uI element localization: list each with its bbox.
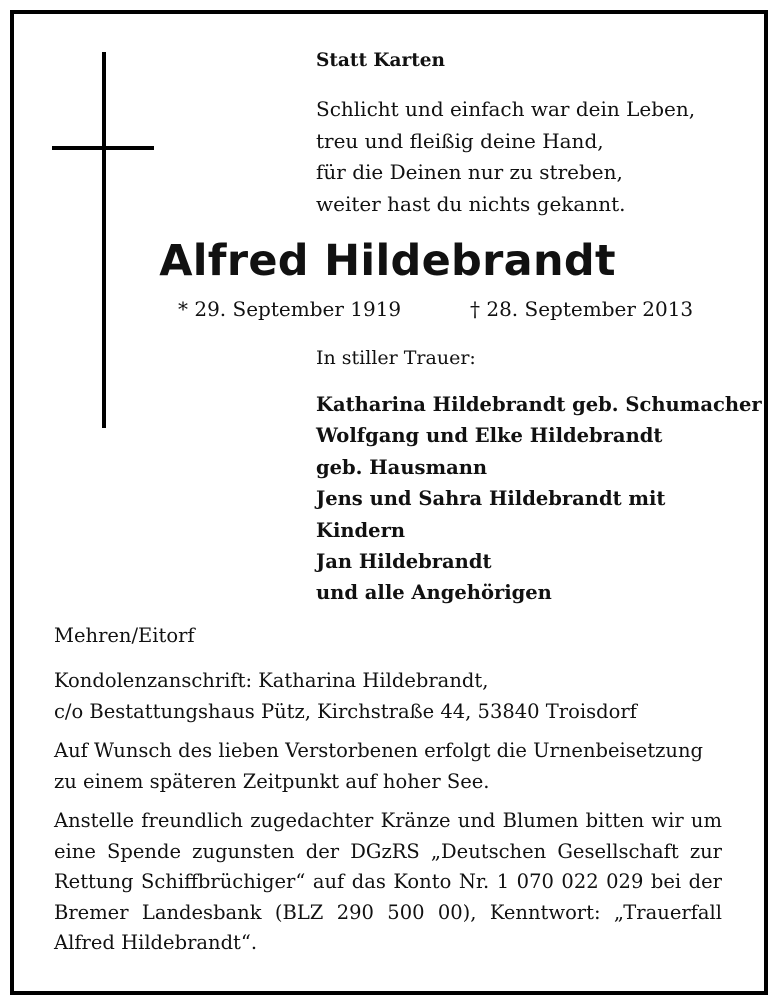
notice-heading: Statt Karten (316, 50, 446, 71)
burial-note: Auf Wunsch des lieben Verstorbenen erfolgt die Urnenbeisetzung zu einem späteren Zeitpunkt auf hoher See. (54, 739, 704, 793)
mourning-label: In stiller Trauer: (316, 347, 476, 369)
cross-icon-horizontal (52, 146, 154, 150)
deceased-name: Alfred Hildebrandt (159, 236, 616, 286)
family-line: Jens und Sahra Hildebrandt mit (316, 487, 666, 511)
family-line: geb. Hausmann (316, 455, 488, 479)
family-line: und alle Angehörigen (316, 581, 552, 605)
poem-line: für die Deinen nur zu streben, (316, 160, 623, 184)
family-line: Jan Hildebrandt (316, 550, 492, 574)
family-list (316, 389, 762, 609)
donation-note: Anstelle freundlich zugedachter Kränze und Blumen bitten wir um eine Spende zugunsten der DGzRS „Deutschen Gesellschaft zur Rettung Schiffbrüchiger“ auf das Konto Nr. 1 070 022 029 bei der Bremer Landesbank (BLZ 290 500 00), Kenntwort: „Trauerfall Alfred Hildebrandt“. (54, 809, 722, 954)
death-date: † 28. September 2013 (470, 297, 694, 321)
family-line: Kindern (316, 518, 406, 542)
place: Mehren/Eitorf (54, 624, 195, 647)
family-line: Wolfgang und Elke Hildebrandt (316, 424, 663, 448)
poem-line: Schlicht und einfach war dein Leben, (316, 97, 696, 121)
condolence-line: Kondolenzanschrift: Katharina Hildebrandt, (54, 669, 489, 692)
obituary-notice (14, 14, 761, 990)
poem-line: weiter hast du nichts gekannt. (316, 191, 626, 216)
condolence-line: c/o Bestattungshaus Pütz, Kirchstraße 44, 53840 Troisdorf (54, 699, 637, 723)
condolence-address (54, 666, 722, 727)
birth-date: * 29. September 1919 (178, 297, 402, 321)
family-line: Katharina Hildebrandt geb. Schumacher (316, 393, 762, 416)
poem (316, 94, 695, 220)
poem-line: treu und fleißig deine Hand, (316, 128, 604, 153)
